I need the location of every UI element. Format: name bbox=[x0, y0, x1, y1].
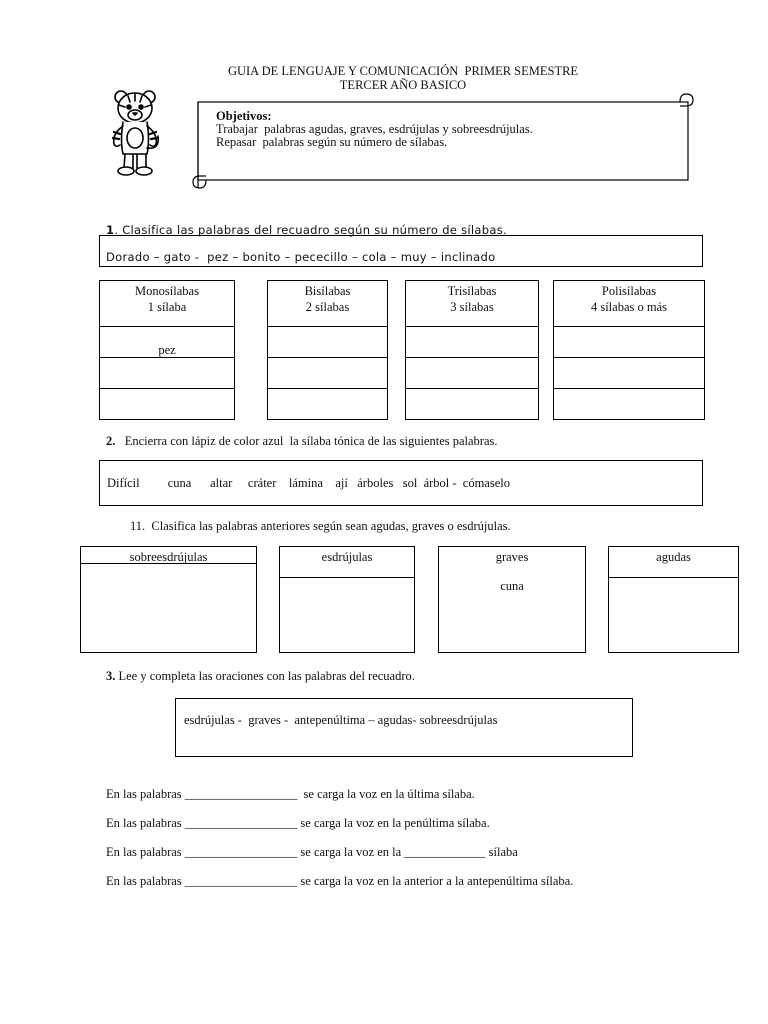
page-title-line2: TERCER AÑO BASICO bbox=[339, 78, 467, 92]
trisilabas-header bbox=[405, 280, 539, 327]
trisilabas-title: Trisílabas bbox=[447, 284, 497, 298]
polisilabas-row-1 bbox=[553, 326, 705, 358]
objectives-title: Objetivos: bbox=[216, 109, 272, 123]
tiger-illustration bbox=[106, 88, 164, 178]
objectives-line1: Trabajar palabras agudas, graves, esdrújulas y sobreesdrújulas. bbox=[216, 122, 533, 136]
esdrujulas-title: esdrújulas bbox=[321, 550, 373, 564]
trisilabas-row-3 bbox=[405, 388, 539, 420]
section3-words: esdrújulas - graves - antepenúltima – agudas- sobreesdrújulas bbox=[184, 713, 498, 727]
sentence-3: En las palabras __________________ se carga la voz en la _____________ sílaba bbox=[106, 845, 518, 859]
section2-word-box bbox=[99, 460, 703, 506]
section1-number: 1 bbox=[106, 223, 115, 237]
polisilabas-title: Polisílabas bbox=[601, 284, 657, 298]
graves-title: graves bbox=[495, 550, 529, 564]
sentence-2: En las palabras __________________ se carga la voz en la penúltima sílaba. bbox=[106, 816, 490, 830]
bisilabas-subtitle: 2 sílabas bbox=[305, 300, 350, 314]
section3-instruction-text: Lee y completa las oraciones con las palabras del recuadro. bbox=[115, 669, 415, 683]
monosilabas-row-3 bbox=[99, 388, 235, 420]
agudas-title: agudas bbox=[656, 550, 691, 564]
section1-word-box bbox=[99, 235, 703, 267]
sobreesdrujulas-title: sobreesdrújulas bbox=[129, 550, 208, 564]
bisilabas-row-1 bbox=[267, 326, 388, 358]
section3-number: 3. bbox=[106, 669, 116, 683]
section2-number: 2. bbox=[106, 434, 116, 448]
polisilabas-row-3 bbox=[553, 388, 705, 420]
polisilabas-header bbox=[553, 280, 705, 327]
section1-instruction-text: . Clasifica las palabras del recuadro según su número de sílabas. bbox=[114, 223, 507, 237]
sentence-4: En las palabras __________________ se carga la voz en la anterior a la antepenúltima sílaba. bbox=[106, 874, 574, 888]
page-title-line1: GUIA DE LENGUAJE Y COMUNICACIÓN PRIMER SEMESTRE bbox=[227, 64, 579, 78]
agudas-box bbox=[608, 546, 739, 653]
section2-instruction-text: Encierra con lápiz de color azul la sílaba tónica de las siguientes palabras. bbox=[124, 434, 498, 448]
graves-content: cuna bbox=[500, 579, 524, 593]
trisilabas-subtitle: 3 sílabas bbox=[450, 300, 494, 314]
polisilabas-row-2 bbox=[553, 357, 705, 389]
monosilabas-subtitle: 1 sílaba bbox=[147, 300, 187, 314]
section3-instruction bbox=[106, 669, 415, 684]
section2-instruction bbox=[106, 434, 498, 449]
section2-words: Difícil cuna altar cráter lámina ají árboles sol árbol - cómaselo bbox=[107, 476, 510, 490]
trisilabas-row-2 bbox=[405, 357, 539, 389]
monosilabas-row-1 bbox=[99, 326, 235, 358]
sentence-1: En las palabras __________________ se carga la voz en la última sílaba. bbox=[106, 787, 475, 801]
trisilabas-row-1 bbox=[405, 326, 539, 358]
bisilabas-row-2 bbox=[267, 357, 388, 389]
sobreesdrujulas-box bbox=[80, 546, 257, 653]
monosilabas-title: Monosílabas bbox=[135, 284, 199, 298]
section11-instruction: 11. Clasifica las palabras anteriores según sean agudas, graves o esdrújulas. bbox=[130, 519, 511, 533]
bisilabas-header bbox=[267, 280, 388, 327]
objectives-line2: Repasar palabras según su número de sílabas. bbox=[216, 135, 448, 149]
polisilabas-subtitle: 4 sílabas o más bbox=[590, 300, 668, 314]
esdrujulas-box bbox=[279, 546, 415, 653]
section3-word-box bbox=[175, 698, 633, 757]
bisilabas-row-3 bbox=[267, 388, 388, 420]
graves-box bbox=[438, 546, 586, 653]
monosilabas-header bbox=[99, 280, 235, 327]
monosilabas-row-1-text: pez bbox=[158, 343, 176, 357]
section1-words: Dorado – gato - pez – bonito – pececillo – cola – muy – inclinado bbox=[106, 250, 496, 264]
monosilabas-row-2 bbox=[99, 357, 235, 389]
bisilabas-title: Bisílabas bbox=[304, 284, 351, 298]
